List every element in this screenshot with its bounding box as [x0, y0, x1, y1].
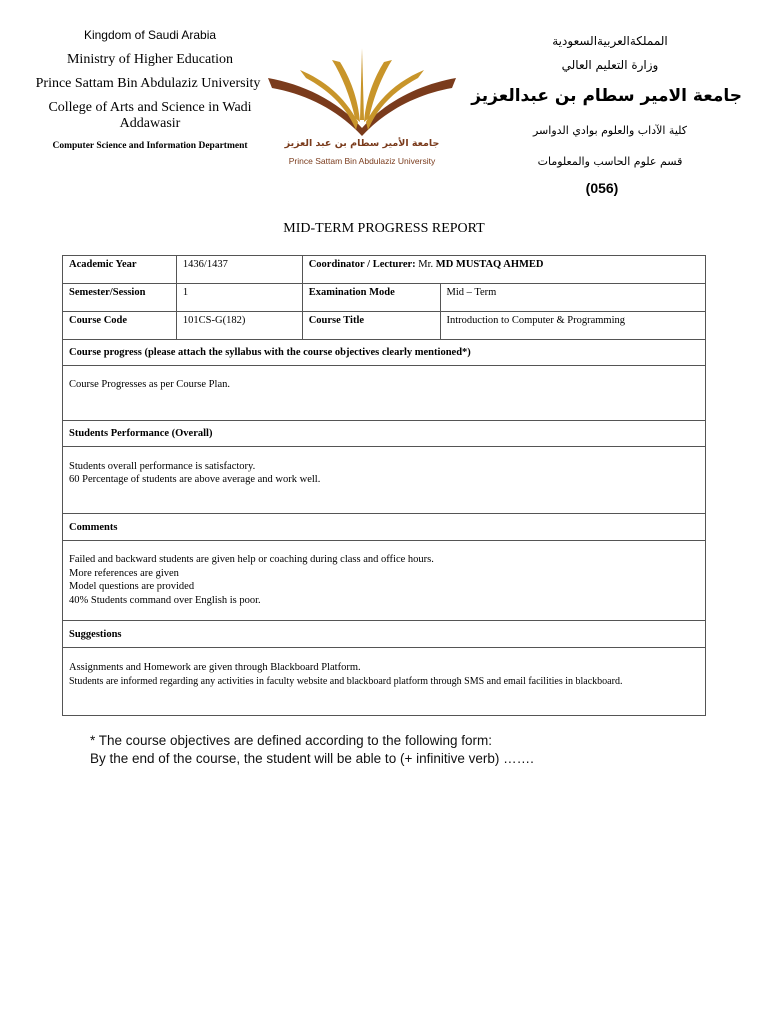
table-row — [63, 514, 706, 541]
table-row — [63, 421, 706, 447]
header-department: Computer Science and Information Department — [52, 141, 248, 151]
logo-arabic-name: جامعة الأمير سطام بن عبد العزيز — [284, 138, 440, 149]
comments-body — [63, 541, 706, 621]
header-university-ar: جامعة الامير سطام بن عبدالعزيز — [471, 86, 742, 106]
course-code-label: Course Code — [63, 312, 177, 340]
report-title: MID-TERM PROGRESS REPORT — [283, 221, 485, 236]
header-department-ar: قسم علوم الحاسب والمعلومات — [537, 155, 683, 168]
coordinator-cell — [302, 256, 705, 284]
course-code-value: 101CS-G(182) — [176, 312, 302, 340]
performance-body — [63, 447, 706, 514]
footnote-line-1: * The course objectives are defined according to the following form: — [90, 733, 492, 748]
header-kingdom-ar: المملكةالعربيةالسعودية — [552, 34, 668, 48]
academic-year-value: 1436/1437 — [176, 256, 302, 284]
table-row — [63, 340, 706, 366]
table-row — [63, 621, 706, 648]
header-college-ar: كلية الآداب والعلوم بوادي الدواسر — [532, 124, 688, 137]
comment-line: More references are given — [69, 567, 179, 579]
exam-mode-label: Examination Mode — [302, 284, 440, 312]
table-row — [63, 284, 706, 312]
suggestion-line: Assignments and Homework are given through Blackboard Platform. — [69, 662, 361, 673]
performance-heading: Students Performance (Overall) — [63, 421, 706, 447]
table-row — [63, 312, 706, 340]
progress-heading: Course progress (please attach the syllabus with the course objectives clearly mentioned*) — [63, 340, 706, 366]
header-ministry: Ministry of Higher Education — [66, 52, 234, 67]
logo-book-icon — [262, 48, 462, 148]
course-title-label: Course Title — [302, 312, 440, 340]
semester-value: 1 — [176, 284, 302, 312]
footnote-line-2: By the end of the course, the student will be able to (+ infinitive verb) ……. — [90, 751, 534, 766]
suggestion-line: Students are informed regarding any activities in faculty website and blackboard platform through SMS and email facilities in blackboard. — [69, 675, 623, 687]
footnote — [90, 732, 534, 768]
header-ministry-ar: وزارة التعليم العالي — [561, 58, 659, 72]
performance-line: 60 Percentage of students are above average and work well. — [69, 474, 321, 485]
header-kingdom: Kingdom of Saudi Arabia — [83, 28, 217, 42]
table-row — [63, 366, 706, 421]
coordinator-name: MD MUSTAQ AHMED — [435, 259, 544, 270]
exam-mode-value: Mid – Term — [440, 284, 705, 312]
table-row — [63, 256, 706, 284]
table-row — [63, 541, 706, 621]
comments-heading: Comments — [63, 514, 706, 541]
comment-line: 40% Students command over English is poor. — [69, 594, 261, 606]
comment-line: Model questions are provided — [69, 581, 195, 592]
academic-year-label: Academic Year — [63, 256, 177, 284]
table-row — [63, 447, 706, 514]
progress-body — [63, 366, 706, 421]
progress-line: Course Progresses as per Course Plan. — [69, 379, 230, 390]
header-college: College of Arts and Science in Wadi Addawasir — [48, 100, 252, 131]
performance-line: Students overall performance is satisfactory. — [69, 461, 256, 472]
report-table — [62, 255, 706, 716]
university-logo — [262, 48, 462, 178]
coordinator-label: Coordinator / Lecturer: — [308, 259, 416, 270]
coordinator-prefix: Mr. — [415, 259, 436, 270]
header-university: Prince Sattam Bin Abdulaziz University — [35, 76, 261, 91]
suggestions-body — [63, 648, 706, 716]
semester-label: Semester/Session — [63, 284, 177, 312]
logo-english-name: Prince Sattam Bin Abdulaziz University — [288, 156, 436, 166]
comment-line: Failed and backward students are given help or coaching during class and office hours. — [69, 554, 434, 565]
table-row — [63, 648, 706, 716]
form-code: (056) — [585, 180, 619, 196]
course-title-value: Introduction to Computer & Programming — [440, 312, 705, 340]
suggestions-heading: Suggestions — [63, 621, 706, 648]
